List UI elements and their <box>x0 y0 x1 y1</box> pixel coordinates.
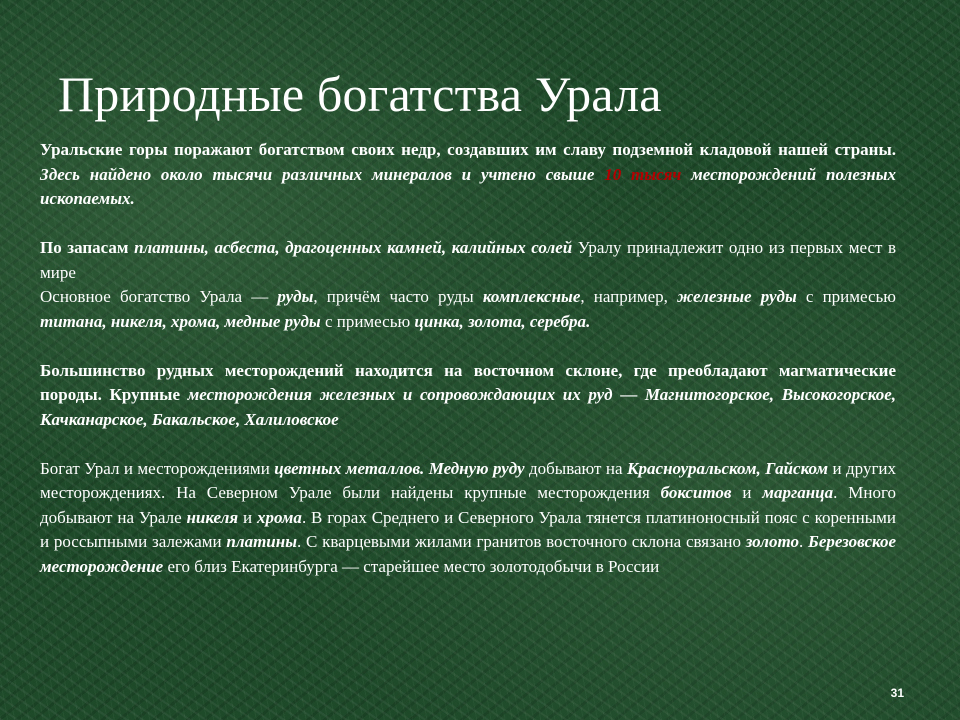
paragraph-gap <box>40 334 896 359</box>
text-run: руды <box>277 287 314 306</box>
text-run: . <box>586 311 591 331</box>
text-run: Уральские горы поражают богатством своих недр, создавших им славу подземной кладовой нашей страны. <box>40 140 896 159</box>
text-run: добывают на <box>524 458 627 478</box>
text-run: , причём часто руды <box>313 287 483 306</box>
text-run: . С кварцевыми жилами гранитов восточного склона связано <box>297 532 746 551</box>
text-run: золото <box>745 532 799 551</box>
text-run: Богат Урал и месторождениями <box>40 458 275 478</box>
text-run: его близ Екатеринбурга — старейшее место золотодобычи в России <box>163 556 660 576</box>
slide-title: Природные богатства Урала <box>58 66 662 122</box>
text-run: Уралу принадлежит одно из первых мест в мире <box>40 238 897 282</box>
text-run: Березовское месторождение <box>40 532 897 576</box>
text-run: Большинство рудных месторождений находится на восточном склоне, где преобладают магматические породы. Крупные <box>40 360 896 404</box>
text-run: бокситов <box>660 483 732 502</box>
text-run: . В горах Среднего и Северного Урала тянется платиноносный пояс с коренными и россыпными залежами <box>40 507 896 551</box>
text-run: комплексные <box>482 287 581 306</box>
text-run: железные руды <box>677 287 797 306</box>
text-run: , например, <box>580 287 678 306</box>
paragraph-gap <box>40 432 896 457</box>
text-run: и других месторождениях. На Северном Урале были найдены крупные месторождения <box>40 458 897 502</box>
text-run: и <box>731 483 763 502</box>
text-run: месторождения железных и сопровождающих их руд <box>187 385 613 404</box>
text-run: с примесью <box>796 287 896 306</box>
text-run: Основное богатство Урала — <box>40 287 278 306</box>
text-run: медные руды <box>224 311 321 331</box>
slide-body <box>40 138 896 579</box>
paragraph-ore-deposits <box>40 359 896 433</box>
text-run: Магнитогорское, Высокогорское, Качканарское, Бакальское, Халиловское <box>40 385 897 429</box>
text-run: с примесью <box>320 311 415 331</box>
highlight-number: 10 тысяч <box>604 164 682 184</box>
text-run: Гайском <box>765 458 829 478</box>
text-run: цветных металлов. <box>274 458 425 478</box>
text-run: . Много добывают на Урале <box>40 483 896 527</box>
paragraph-gap <box>40 212 896 237</box>
text-run: хрома <box>256 507 302 527</box>
text-run: — <box>612 385 645 404</box>
text-run: месторождений полезных ископаемых. <box>40 164 897 208</box>
text-run: Красноуральском, <box>627 458 761 478</box>
paragraph-metals <box>40 457 896 580</box>
paragraph-reserves <box>40 236 896 285</box>
text-run: и <box>238 507 257 527</box>
text-run: цинка, золота, серебра <box>414 311 587 331</box>
text-run: Здесь найдено около тысячи различных минералов и учтено свыше <box>40 164 605 184</box>
text-run: марганца <box>762 483 834 502</box>
text-run: . <box>798 532 809 551</box>
page-number: 31 <box>890 686 904 700</box>
text-run: никеля <box>186 507 239 527</box>
text-run: Медную руду <box>428 458 525 478</box>
paragraph-ores <box>40 285 896 334</box>
text-run: платины <box>226 532 297 551</box>
text-run: платины, асбеста, драгоценных камней, калийных солей <box>134 238 573 257</box>
text-run: По запасам <box>40 238 135 257</box>
paragraph-riches-intro <box>40 138 896 212</box>
text-run: титана, никеля, хрома, <box>40 311 221 331</box>
